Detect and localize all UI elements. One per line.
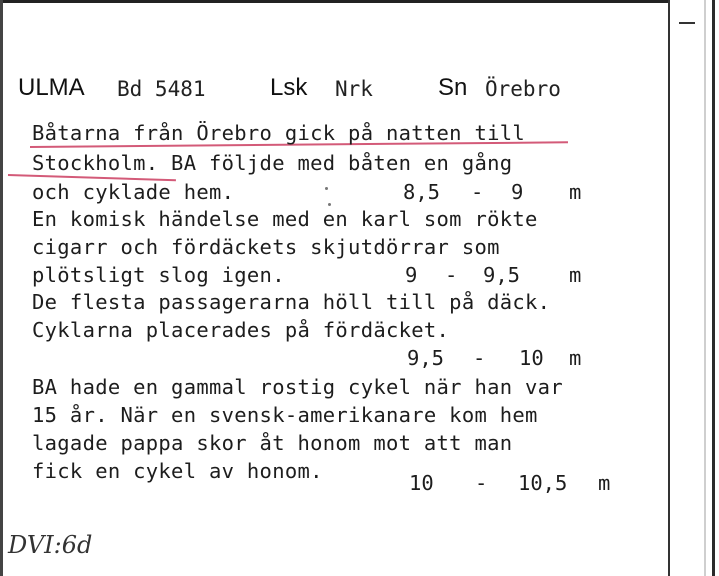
socken-value: Örebro [485, 77, 561, 101]
socken-label: Sn [438, 74, 468, 101]
amount-from: 10 [409, 471, 434, 495]
text-line: plötsligt slog igen. [32, 263, 285, 287]
landskap-label: Lsk [270, 74, 308, 101]
amount-to: 9 [511, 180, 524, 204]
scan-edge-dark [712, 0, 715, 576]
text-line: De flesta passagerarna höll till på däck. [32, 290, 551, 314]
amount-unit: m [569, 263, 582, 287]
text-line: fick en cykel av honom. [32, 459, 323, 483]
text-line: BA hade en gammal rostig cykel när han var [32, 375, 563, 399]
ink-speck [325, 187, 328, 190]
amount-to: 9,5 [483, 263, 521, 287]
amount-unit: m [569, 346, 582, 370]
card-top-border [0, 0, 670, 3]
text-line: 15 år. När en svensk-amerikanare kom hem [32, 403, 538, 427]
amount-dash: - [445, 263, 458, 287]
text-line: Båtarna från Örebro gick på natten till [32, 121, 526, 145]
amount-dash: - [471, 180, 484, 204]
volume-number: Bd 5481 [117, 77, 206, 101]
card-left-border [0, 0, 3, 576]
amount-unit: m [598, 471, 611, 495]
amount-from: 9 [405, 263, 418, 287]
amount-dash: - [475, 471, 488, 495]
amount-from: 8,5 [403, 180, 441, 204]
text-line: cigarr och fördäckets skjutdörrar som [32, 235, 500, 259]
edge-dash-mark [679, 22, 695, 24]
amount-from: 9,5 [407, 346, 445, 370]
text-line: Stockholm. BA följde med båten en gång [32, 151, 513, 175]
archive-code: ULMA [18, 74, 85, 101]
text-line: Cyklarna placerades på fördäcket. [32, 318, 450, 342]
handwritten-signature: DVI:6d [8, 531, 93, 559]
landskap-value: Nrk [335, 77, 373, 101]
amount-unit: m [569, 180, 582, 204]
scan-edge [704, 0, 706, 576]
amount-to: 10 [519, 346, 544, 370]
amount-dash: - [473, 346, 486, 370]
card-right-border [668, 0, 670, 576]
text-line: och cyklade hem. [32, 180, 235, 204]
text-line: lagade pappa skor åt honom mot att man [32, 431, 513, 455]
text-line: En komisk händelse med en karl som rökte [32, 207, 538, 231]
amount-to: 10,5 [518, 471, 568, 495]
ink-speck [328, 203, 331, 206]
